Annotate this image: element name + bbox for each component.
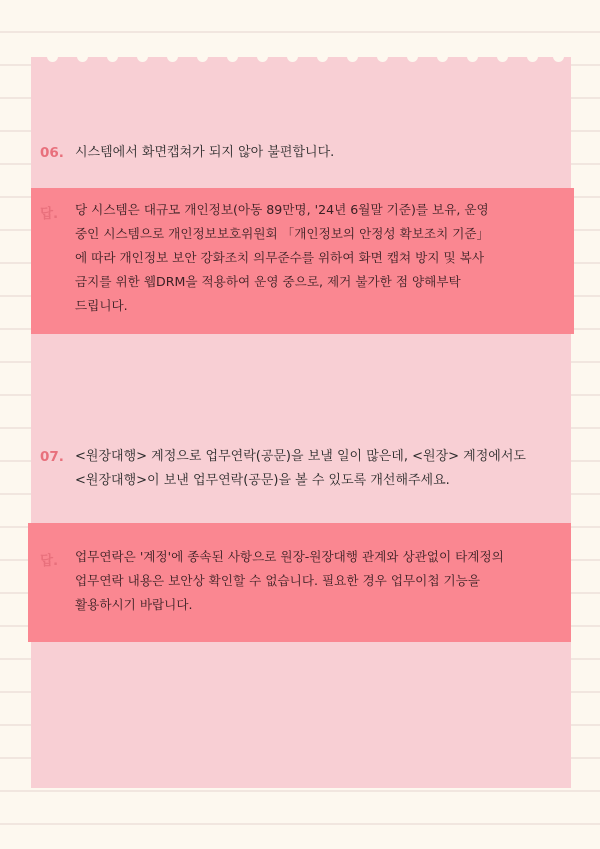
answer-text bbox=[75, 198, 489, 318]
question-line: <원장대행>이 보낸 업무연락(공문)을 볼 수 있도록 개선해주세요. bbox=[75, 473, 450, 488]
note-card bbox=[31, 57, 571, 788]
answer-text bbox=[75, 545, 504, 617]
answer-line: 에 따라 개인정보 보안 강화조치 의무준수를 위하여 화면 캡쳐 방지 및 복사 bbox=[75, 250, 485, 265]
question-number: 06. bbox=[40, 145, 64, 161]
binder-hole bbox=[527, 51, 538, 62]
answer-label: 답. bbox=[40, 553, 59, 569]
question-number: 07. bbox=[40, 449, 64, 465]
binder-hole bbox=[227, 51, 238, 62]
binder-hole bbox=[47, 51, 58, 62]
binder-hole bbox=[467, 51, 478, 62]
binder-hole bbox=[437, 51, 448, 62]
binder-hole bbox=[107, 51, 118, 62]
answer-line: 활용하시기 바랍니다. bbox=[75, 597, 193, 612]
answer-line: 업무연락은 '계정'에 종속된 사항으로 원장-원장대행 관계와 상관없이 타계정의 bbox=[75, 549, 504, 564]
answer-line: 당 시스템은 대규모 개인정보(아동 89만명, '24년 6월말 기준)를 보유, 운영 bbox=[75, 202, 489, 217]
binder-hole bbox=[497, 51, 508, 62]
binder-hole bbox=[377, 51, 388, 62]
answer-line: 금지를 위한 웹DRM을 적용하여 운영 중으로, 제거 불가한 점 양해부탁 bbox=[75, 274, 461, 289]
binder-hole bbox=[77, 51, 88, 62]
question-line: 시스템에서 화면캡쳐가 되지 않아 불편합니다. bbox=[75, 145, 335, 160]
binder-hole bbox=[287, 51, 298, 62]
answer-label: 답. bbox=[40, 206, 59, 222]
binder-hole bbox=[407, 51, 418, 62]
binder-hole bbox=[197, 51, 208, 62]
answer-box bbox=[31, 188, 574, 334]
binder-hole bbox=[167, 51, 178, 62]
binder-holes bbox=[31, 51, 571, 63]
answer-line: 드립니다. bbox=[75, 298, 128, 313]
binder-hole bbox=[553, 51, 564, 62]
binder-hole bbox=[257, 51, 268, 62]
question-text bbox=[75, 141, 334, 165]
answer-line: 업무연락 내용은 보안상 확인할 수 없습니다. 필요한 경우 업무이첩 기능을 bbox=[75, 573, 480, 588]
binder-hole bbox=[317, 51, 328, 62]
answer-box bbox=[28, 523, 571, 642]
question-text bbox=[75, 445, 526, 493]
binder-hole bbox=[347, 51, 358, 62]
question-line: <원장대행> 계정으로 업무연락(공문)을 보낼 일이 많은데, <원장> 계정에서도 bbox=[75, 449, 526, 464]
answer-line: 중인 시스템으로 개인정보보호위원회 「개인정보의 안정성 확보조치 기준」 bbox=[75, 226, 490, 241]
binder-hole bbox=[137, 51, 148, 62]
